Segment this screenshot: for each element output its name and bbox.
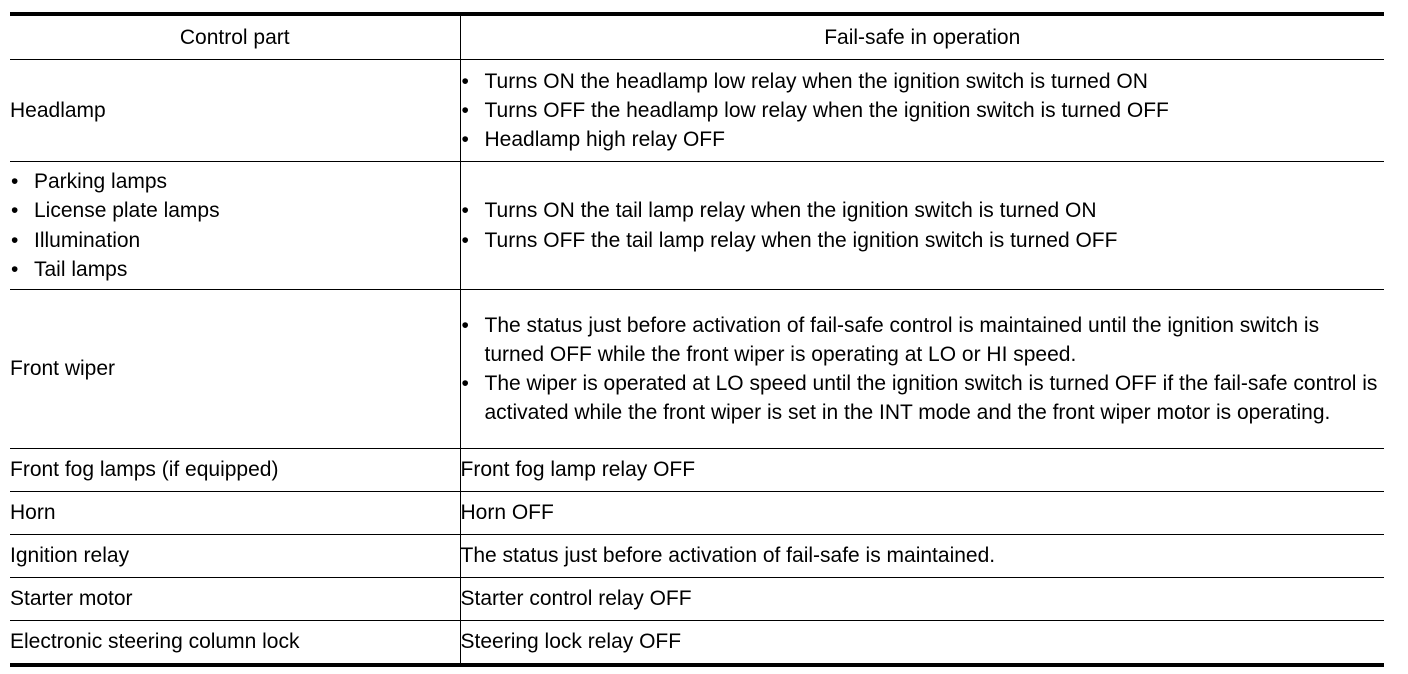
list-item	[10, 196, 460, 225]
bullet: •	[461, 372, 469, 395]
control-part-cell	[10, 60, 460, 162]
fail-safe-text: Steering lock relay OFF	[460, 630, 682, 654]
list-item	[461, 67, 1385, 96]
control-part-cell	[10, 621, 460, 666]
list-item-text: The status just before activation of fail-safe control is maintained until the ignition switch is turned OFF while the front wiper is operating at LO or HI speed.	[484, 313, 1320, 366]
fail-safe-list	[461, 196, 1385, 254]
list-item	[461, 196, 1385, 225]
control-part-list	[10, 167, 460, 284]
list-item	[10, 167, 460, 196]
list-item	[461, 369, 1385, 427]
list-item	[461, 125, 1385, 154]
control-part-text: Ignition relay	[10, 544, 130, 568]
bullet: •	[11, 170, 19, 194]
bullet: •	[11, 199, 19, 223]
fail-safe-cell	[460, 492, 1384, 535]
control-part-cell	[10, 492, 460, 535]
fail-safe-text: The status just before activation of fail-safe is maintained.	[460, 544, 996, 568]
table-header-row	[10, 14, 1384, 60]
bullet: •	[11, 228, 19, 252]
bullet: •	[461, 69, 469, 93]
control-part-text: Front wiper	[10, 357, 116, 381]
list-item	[10, 255, 460, 284]
bullet: •	[461, 313, 469, 337]
table-row	[10, 162, 1384, 290]
table-row	[10, 535, 1384, 578]
control-part-cell	[10, 535, 460, 578]
list-item	[10, 226, 460, 255]
list-item	[461, 311, 1385, 369]
list-item	[461, 226, 1385, 255]
table-row	[10, 290, 1384, 449]
fail-safe-list	[461, 67, 1385, 155]
header-fail-safe-in-operation: Fail-safe in operation	[460, 14, 1384, 60]
control-part-text: Electronic steering column lock	[10, 630, 300, 654]
bullet: •	[461, 199, 469, 223]
control-part-text: Horn	[10, 501, 56, 525]
list-item-text: License plate lamps	[34, 199, 220, 223]
list-item-text: The wiper is operated at LO speed until the ignition switch is turned OFF if the fail-safe control is activated while the front wiper is set in the INT mode and the front wiper motor is operating.	[484, 372, 1378, 425]
table-row	[10, 60, 1384, 162]
list-item	[461, 96, 1385, 125]
fail-safe-cell	[460, 290, 1384, 449]
list-item-text: Turns OFF the headlamp low relay when the ignition switch is turned OFF	[484, 98, 1169, 122]
table-row	[10, 578, 1384, 621]
control-part-cell	[10, 449, 460, 492]
fail-safe-cell	[460, 535, 1384, 578]
control-part-text: Headlamp	[10, 98, 106, 122]
table-row	[10, 492, 1384, 535]
control-part-text: Front fog lamps (if equipped)	[10, 458, 279, 482]
control-part-cell	[10, 290, 460, 449]
fail-safe-list	[461, 311, 1385, 428]
fail-safe-cell	[460, 162, 1384, 290]
fail-safe-cell	[460, 621, 1384, 666]
list-item-text: Illumination	[34, 228, 141, 252]
header-control-part: Control part	[10, 14, 460, 60]
bullet: •	[461, 98, 469, 122]
fail-safe-text: Front fog lamp relay OFF	[460, 458, 696, 482]
fail-safe-table	[10, 12, 1384, 667]
fail-safe-text: Horn OFF	[460, 501, 554, 525]
control-part-text: Starter motor	[10, 587, 133, 611]
fail-safe-text: Starter control relay OFF	[460, 587, 692, 611]
control-part-cell	[10, 162, 460, 290]
list-item-text: Turns OFF the tail lamp relay when the ignition switch is turned OFF	[484, 228, 1118, 252]
table-row	[10, 621, 1384, 666]
list-item-text: Turns ON the tail lamp relay when the ignition switch is turned ON	[484, 199, 1097, 223]
table-row	[10, 449, 1384, 492]
bullet: •	[461, 228, 469, 252]
list-item-text: Tail lamps	[34, 257, 128, 281]
list-item-text: Headlamp high relay OFF	[484, 128, 725, 152]
bullet: •	[461, 128, 469, 152]
control-part-cell	[10, 578, 460, 621]
list-item-text: Turns ON the headlamp low relay when the ignition switch is turned ON	[484, 69, 1148, 93]
bullet: •	[11, 257, 19, 281]
fail-safe-cell	[460, 578, 1384, 621]
list-item-text: Parking lamps	[34, 170, 168, 194]
fail-safe-cell	[460, 60, 1384, 162]
fail-safe-cell	[460, 449, 1384, 492]
